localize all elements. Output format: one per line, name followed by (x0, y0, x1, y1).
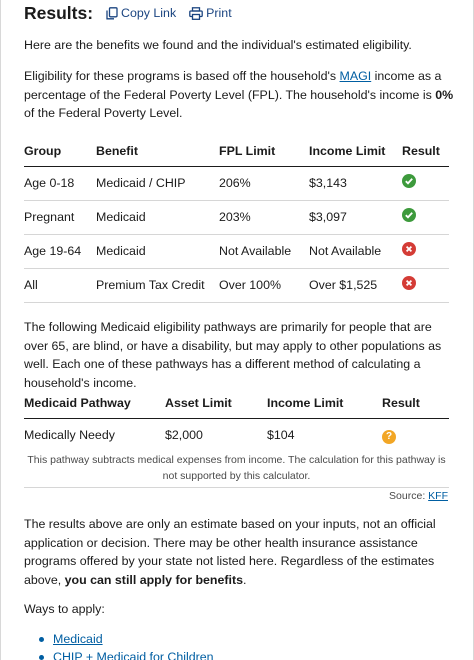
result-cell (402, 200, 449, 234)
print-icon (189, 7, 203, 20)
benefit-cell: Premium Tax Credit (96, 268, 219, 302)
result-cell (402, 234, 449, 268)
income-cell: $3,143 (309, 166, 402, 200)
result-cell (382, 418, 449, 452)
benefits-table (24, 136, 449, 303)
column-header: FPL Limit (219, 136, 309, 166)
table-header-row (24, 136, 449, 166)
print-button[interactable] (189, 4, 231, 22)
list-item (39, 648, 214, 660)
income-cell: $104 (267, 428, 295, 443)
medicaid-link[interactable]: Medicaid (53, 632, 103, 646)
x-circle-icon (402, 276, 416, 290)
pathway-note: This pathway subtracts medical expenses from income. The calculation for this pathway is not supported by this calculator. (24, 452, 449, 488)
pathways-table (24, 388, 449, 452)
table-row (24, 234, 449, 268)
magi-link[interactable]: MAGI (339, 69, 372, 83)
check-circle-icon (402, 208, 416, 222)
table-row (24, 200, 449, 234)
column-header: Result (382, 388, 449, 418)
column-header: Result (402, 136, 449, 166)
column-header: Group (24, 136, 96, 166)
table-row (24, 166, 449, 200)
group-cell: All (24, 268, 96, 302)
column-header: Benefit (96, 136, 219, 166)
income-percent: 0% (435, 87, 454, 102)
ways-to-apply-label: Ways to apply: (24, 602, 105, 616)
copy-link-button[interactable] (106, 4, 176, 22)
apply-emphasis: you can still apply for benefits (64, 572, 243, 587)
intro-text: Here are the benefits we found and the individual's estimated eligibility. (24, 38, 412, 52)
x-circle-icon (402, 242, 416, 256)
group-cell: Age 0-18 (24, 166, 96, 200)
fpl-cell: Over 100% (219, 268, 309, 302)
column-header: Asset Limit (165, 388, 267, 418)
ways-to-apply-list (39, 630, 214, 660)
fpl-cell: 206% (219, 166, 309, 200)
disclaimer-text-part: The results above are only an estimate based on your inputs, not an official application or decision. There may be other health insurance assistance programs offered by your state not listed here. Regardless of the estimates above, (24, 517, 436, 587)
disclaimer-text (24, 515, 454, 589)
table-row (24, 268, 449, 302)
check-circle-icon (402, 174, 416, 188)
disclaimer-text-part: . (242, 572, 247, 587)
income-cell: Over $1,525 (309, 268, 402, 302)
fpl-cell: Not Available (219, 234, 309, 268)
question-circle-icon[interactable]: ? (382, 430, 396, 444)
copy-icon (106, 7, 118, 20)
result-cell (402, 166, 449, 200)
eligibility-text (24, 67, 454, 123)
fpl-cell: 203% (219, 200, 309, 234)
column-header: Income Limit (309, 136, 402, 166)
income-cell: Not Available (309, 234, 402, 268)
eligibility-text-part: income as a percentage of the Federal Poverty Level (FPL). The household's income is (24, 69, 442, 102)
kff-link[interactable]: KFF (428, 490, 448, 502)
column-header: Income Limit (267, 388, 382, 418)
table-header-row (24, 388, 449, 418)
column-header: Medicaid Pathway (24, 388, 165, 418)
eligibility-text-part: Eligibility for these programs is based off the household's (24, 69, 340, 83)
group-cell: Pregnant (24, 200, 96, 234)
table-row (24, 418, 449, 452)
copy-link-label: Copy Link (121, 6, 177, 20)
source-label: Source: (389, 490, 429, 502)
group-cell: Age 19-64 (24, 234, 96, 268)
benefit-cell: Medicaid (96, 200, 219, 234)
benefit-cell: Medicaid / CHIP (96, 166, 219, 200)
print-label: Print (206, 6, 232, 20)
chip-medicaid-link[interactable]: CHIP + Medicaid for Children (53, 650, 214, 660)
pathway-cell: Medically Needy (24, 428, 115, 443)
source-citation (389, 487, 448, 505)
pathways-intro-text: The following Medicaid eligibility pathways are primarily for people that are over 65, are blind, or have a disability, but may apply to other populations as well. Each one of these pathways has a different method of calculating a household's income. (24, 320, 442, 390)
page-title: Results: (24, 3, 94, 23)
result-cell (402, 268, 449, 302)
benefit-cell: Medicaid (96, 234, 219, 268)
list-item (39, 630, 214, 648)
income-cell: $3,097 (309, 200, 402, 234)
eligibility-text-part: of the Federal Poverty Level. (24, 106, 183, 120)
asset-cell: $2,000 (165, 428, 203, 443)
results-header (24, 0, 245, 26)
